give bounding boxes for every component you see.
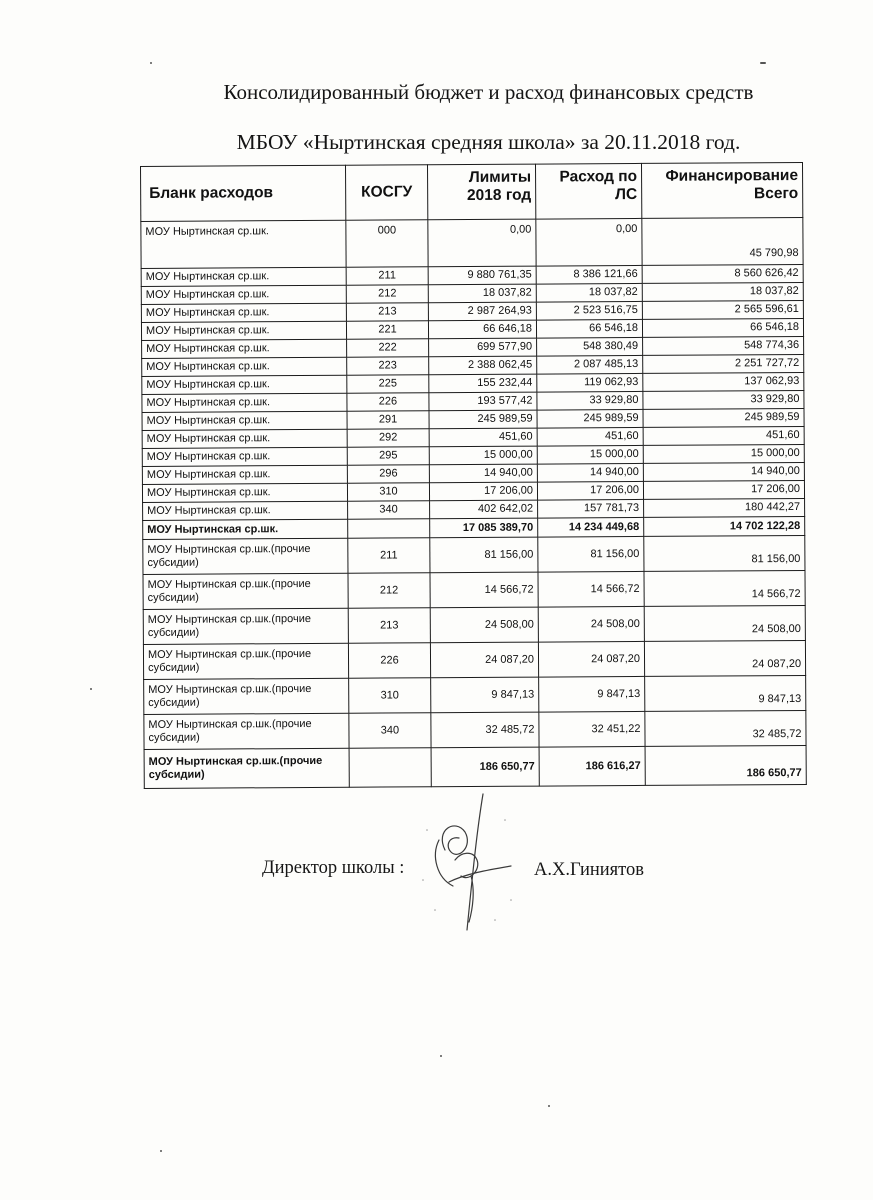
cell-kosgu (349, 748, 431, 788)
cell-limits: 14 566,72 (430, 572, 538, 608)
cell-kosgu: 221 (346, 321, 428, 340)
cell-kosgu: 340 (348, 501, 430, 520)
cell-financing: 451,60 (643, 426, 804, 445)
cell-expense-name: МОУ Ныртинская ср.шк.(прочие субсидии) (143, 608, 348, 644)
cell-expense-name: МОУ Ныртинская ср.шк. (142, 393, 347, 412)
cell-spent: 119 062,93 (537, 373, 643, 392)
cell-expense-name: МОУ Ныртинская ср.шк. (142, 375, 347, 394)
scan-speck (440, 1055, 442, 1057)
cell-spent: 2 523 516,75 (536, 301, 642, 320)
cell-expense-name: МОУ Ныртинская ср.шк.(прочие субсидии) (144, 748, 349, 788)
cell-financing: 137 062,93 (643, 372, 804, 391)
cell-financing: 18 037,82 (642, 282, 803, 301)
cell-kosgu: 296 (347, 465, 429, 484)
cell-financing: 33 929,80 (643, 390, 804, 409)
table-row (144, 675, 806, 714)
cell-kosgu: 212 (348, 573, 430, 609)
cell-spent: 245 989,59 (537, 409, 643, 428)
cell-financing: 14 566,72 (644, 570, 805, 606)
scan-speck (90, 688, 92, 690)
header-spent: Расход по ЛС (535, 163, 641, 219)
cell-kosgu: 292 (347, 429, 429, 448)
header-expense-form: Бланк расходов (141, 165, 346, 221)
cell-limits: 402 642,02 (430, 500, 538, 519)
cell-limits: 2 388 062,45 (429, 356, 537, 375)
cell-expense-name: МОУ Ныртинская ср.шк. (143, 519, 348, 539)
cell-financing: 180 442,27 (644, 498, 805, 517)
header-limits: Лимиты 2018 год (427, 164, 535, 220)
cell-spent: 14 234 449,68 (538, 517, 644, 537)
cell-financing: 24 508,00 (644, 605, 805, 641)
cell-financing: 15 000,00 (643, 444, 804, 463)
cell-kosgu: 223 (347, 357, 429, 376)
cell-spent: 15 000,00 (537, 445, 643, 464)
cell-kosgu: 212 (346, 285, 428, 304)
header-financing: Финансирование Всего (641, 162, 802, 218)
cell-expense-name: МОУ Ныртинская ср.шк. (142, 357, 347, 376)
signatory-name: А.Х.Гиниятов (534, 860, 644, 880)
table-row (143, 605, 805, 644)
cell-limits: 81 156,00 (430, 537, 538, 573)
cell-limits: 186 650,77 (431, 747, 539, 787)
cell-kosgu: 310 (349, 678, 431, 714)
cell-spent: 8 386 121,66 (536, 265, 642, 284)
signature-line (262, 858, 682, 888)
cell-financing: 45 790,98 (642, 217, 803, 265)
cell-limits: 18 037,82 (428, 284, 536, 303)
cell-kosgu: 226 (348, 643, 430, 679)
cell-spent: 24 087,20 (538, 641, 644, 677)
cell-limits: 9 880 761,35 (428, 266, 536, 285)
cell-spent: 0,00 (536, 218, 642, 266)
cell-spent: 33 929,80 (537, 391, 643, 410)
cell-spent: 2 087 485,13 (537, 355, 643, 374)
budget-table (140, 162, 807, 789)
cell-expense-name: МОУ Ныртинская ср.шк. (141, 267, 346, 286)
cell-financing: 9 847,13 (645, 675, 806, 711)
cell-limits: 0,00 (428, 219, 536, 267)
cell-expense-name: МОУ Ныртинская ср.шк. (141, 321, 346, 340)
cell-expense-name: МОУ Ныртинская ср.шк. (143, 501, 348, 520)
cell-expense-name: МОУ Ныртинская ср.шк.(прочие субсидии) (143, 643, 348, 679)
cell-kosgu: 211 (346, 267, 428, 286)
cell-spent: 14 940,00 (537, 463, 643, 482)
cell-limits: 24 087,20 (430, 642, 538, 678)
cell-expense-name: МОУ Ныртинская ср.шк. (141, 220, 346, 268)
table-row (143, 570, 805, 609)
table-row (144, 710, 806, 749)
cell-spent: 548 380,49 (537, 337, 643, 356)
cell-spent: 18 037,82 (536, 283, 642, 302)
cell-limits: 2 987 264,93 (428, 302, 536, 321)
cell-kosgu: 226 (347, 393, 429, 412)
table-row (143, 640, 805, 679)
cell-expense-name: МОУ Ныртинская ср.шк. (142, 429, 347, 448)
cell-financing: 186 650,77 (645, 745, 806, 785)
cell-expense-name: МОУ Ныртинская ср.шк.(прочие субсидии) (143, 573, 348, 609)
cell-financing: 2 251 727,72 (643, 354, 804, 373)
cell-expense-name: МОУ Ныртинская ср.шк. (142, 339, 347, 358)
cell-limits: 17 085 389,70 (430, 518, 538, 538)
cell-financing: 8 560 626,42 (642, 264, 803, 283)
cell-limits: 245 989,59 (429, 410, 537, 429)
cell-limits: 32 485,72 (431, 712, 539, 748)
cell-kosgu: 211 (348, 538, 430, 574)
scan-speck (160, 1150, 162, 1152)
cell-expense-name: МОУ Ныртинская ср.шк. (142, 465, 347, 484)
signature-label: Директор школы : (262, 858, 405, 878)
cell-spent: 14 566,72 (538, 571, 644, 607)
cell-spent: 157 781,73 (538, 499, 644, 518)
header-kosgu: КОСГУ (345, 165, 427, 220)
cell-kosgu: 295 (347, 447, 429, 466)
cell-expense-name: МОУ Ныртинская ср.шк.(прочие субсидии) (144, 678, 349, 714)
cell-financing: 14 702 122,28 (644, 516, 805, 536)
table-body (141, 217, 806, 788)
cell-expense-name: МОУ Ныртинская ср.шк.(прочие субсидии) (144, 713, 349, 749)
cell-financing: 2 565 596,61 (642, 300, 803, 319)
cell-limits: 15 000,00 (429, 446, 537, 465)
cell-financing: 548 774,36 (643, 336, 804, 355)
cell-kosgu: 340 (349, 713, 431, 749)
cell-spent: 81 156,00 (538, 536, 644, 572)
cell-expense-name: МОУ Ныртинская ср.шк. (142, 447, 347, 466)
cell-spent: 186 616,27 (539, 746, 645, 786)
cell-financing: 24 087,20 (644, 640, 805, 676)
cell-kosgu (348, 519, 430, 539)
scan-speck (760, 62, 766, 64)
cell-kosgu: 310 (347, 483, 429, 502)
cell-limits: 193 577,42 (429, 392, 537, 411)
cell-spent: 66 546,18 (536, 319, 642, 338)
cell-limits: 24 508,00 (430, 607, 538, 643)
cell-limits: 451,60 (429, 428, 537, 447)
cell-limits: 66 646,18 (428, 320, 536, 339)
cell-expense-name: МОУ Ныртинская ср.шк. (142, 483, 347, 502)
cell-expense-name: МОУ Ныртинская ср.шк.(прочие субсидии) (143, 538, 348, 574)
cell-limits: 155 232,44 (429, 374, 537, 393)
cell-limits: 9 847,13 (431, 677, 539, 713)
table-row (143, 535, 805, 574)
document-title: Консолидированный бюджет и расход финансовых средств (223, 80, 754, 104)
cell-spent: 451,60 (537, 427, 643, 446)
cell-spent: 9 847,13 (539, 676, 645, 712)
table-row (144, 745, 806, 788)
cell-limits: 17 206,00 (429, 482, 537, 501)
cell-limits: 699 577,90 (429, 338, 537, 357)
cell-expense-name: МОУ Ныртинская ср.шк. (141, 303, 346, 322)
table-row (141, 217, 803, 268)
cell-financing: 245 989,59 (643, 408, 804, 427)
cell-spent: 17 206,00 (537, 481, 643, 500)
cell-spent: 32 451,22 (539, 711, 645, 747)
cell-financing: 32 485,72 (645, 710, 806, 746)
cell-expense-name: МОУ Ныртинская ср.шк. (141, 285, 346, 304)
cell-financing: 17 206,00 (643, 480, 804, 499)
cell-kosgu: 000 (346, 220, 428, 268)
cell-kosgu: 213 (346, 303, 428, 322)
cell-financing: 81 156,00 (644, 535, 805, 571)
cell-kosgu: 291 (347, 411, 429, 430)
cell-limits: 14 940,00 (429, 464, 537, 483)
cell-kosgu: 213 (348, 608, 430, 644)
cell-kosgu: 222 (347, 339, 429, 358)
cell-financing: 66 546,18 (642, 318, 803, 337)
document-subtitle: МБОУ «Ныртинская средняя школа» за 20.11.2018 год. (236, 130, 741, 154)
table-header-row (141, 162, 803, 221)
cell-spent: 24 508,00 (538, 606, 644, 642)
cell-financing: 14 940,00 (643, 462, 804, 481)
scan-speck (548, 1105, 550, 1107)
cell-kosgu: 225 (347, 375, 429, 394)
scan-speck (150, 62, 152, 64)
cell-expense-name: МОУ Ныртинская ср.шк. (142, 411, 347, 430)
